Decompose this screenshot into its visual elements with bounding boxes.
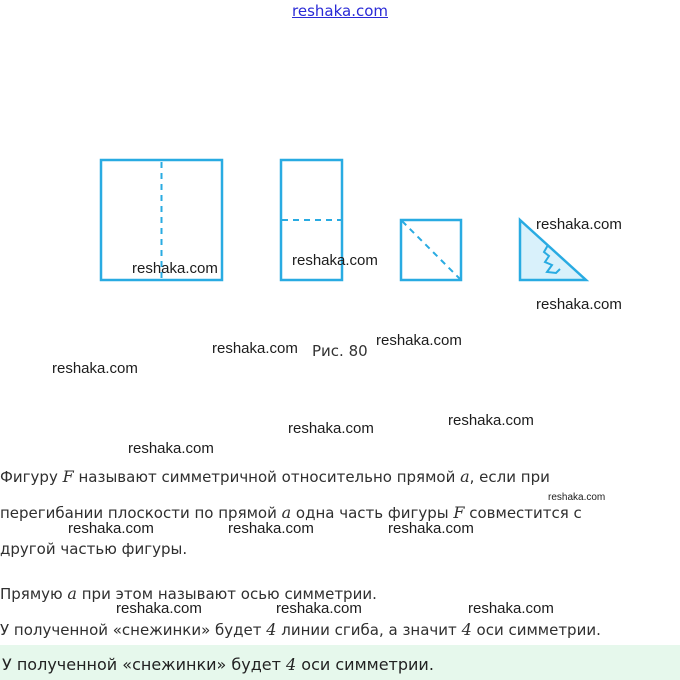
watermark: reshaka.com (448, 412, 534, 429)
watermark: reshaka.com (132, 260, 218, 277)
solution-line: У полученной «снежинки» будет 4 линии сгиба, а значит 4 оси симметрии. (0, 620, 601, 639)
watermark: reshaka.com (116, 600, 202, 617)
site-link[interactable]: reshaka.com (292, 2, 388, 20)
definition-line-3: другой частью фигуры. (0, 540, 188, 558)
watermark: reshaka.com (228, 520, 314, 537)
watermark: reshaka.com (292, 252, 378, 269)
figure-caption: Рис. 80 (312, 342, 368, 360)
watermark: reshaka.com (52, 360, 138, 377)
fold-line-diagonal (402, 221, 460, 279)
watermark: reshaka.com (468, 600, 554, 617)
watermark: reshaka.com (212, 340, 298, 357)
watermark: reshaka.com (536, 296, 622, 313)
watermark: reshaka.com (548, 492, 606, 503)
watermark: reshaka.com (388, 520, 474, 537)
definition-line-1: Фигуру F называют симметричной относительно прямой a, если при (0, 467, 550, 486)
watermark: reshaka.com (288, 420, 374, 437)
answer-text: У полученной «снежинки» будет 4 оси симметрии. (2, 655, 434, 674)
watermark: reshaka.com (276, 600, 362, 617)
definition-line-2: перегибании плоскости по прямой a одна часть фигуры F совместится с (0, 503, 582, 522)
axis-definition: Прямую a при этом называют осью симметрии. (0, 584, 377, 603)
watermark: reshaka.com (376, 332, 462, 349)
watermark: reshaka.com (68, 520, 154, 537)
watermark: reshaka.com (128, 440, 214, 457)
watermark: reshaka.com (536, 216, 622, 233)
